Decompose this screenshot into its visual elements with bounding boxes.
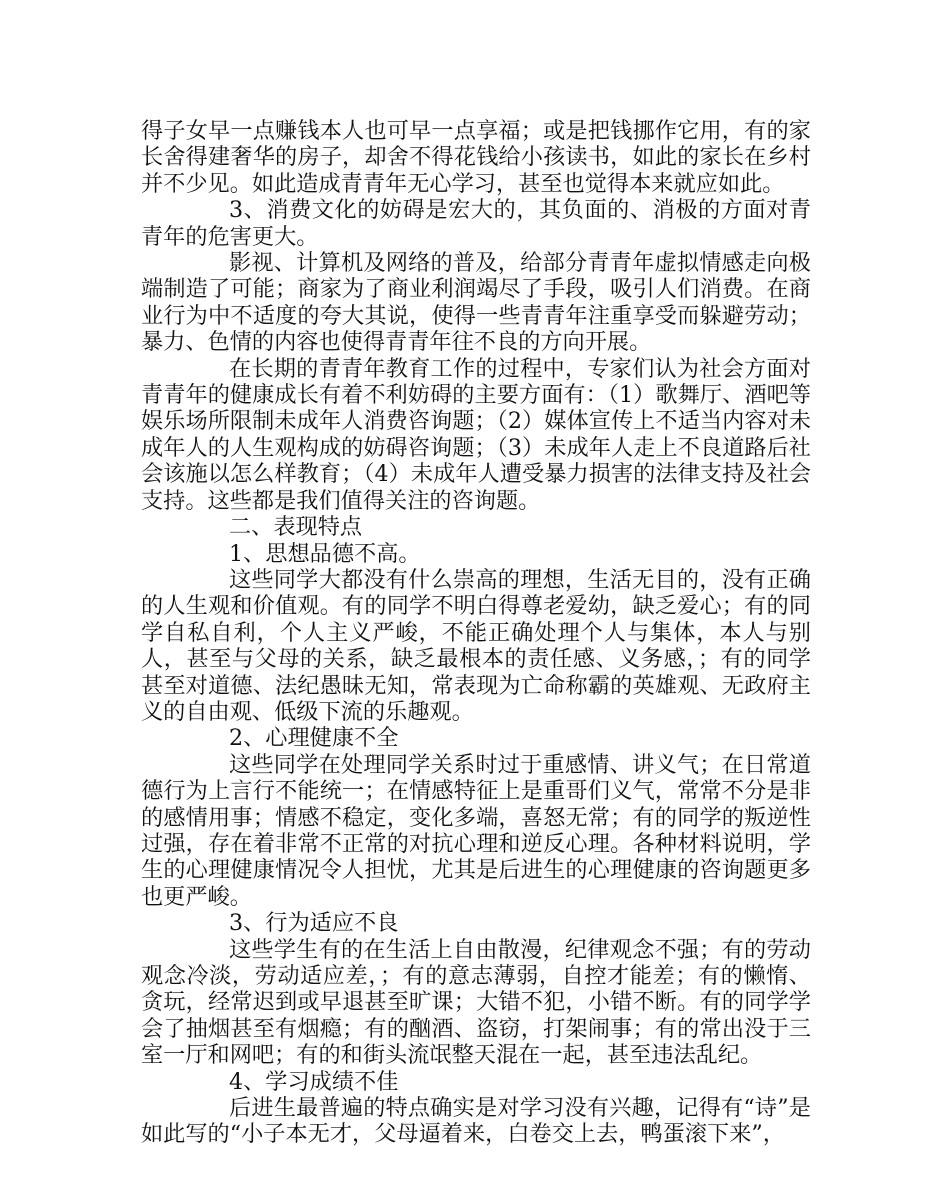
paragraph: 得子女早一点赚钱本人也可早一点享福；或是把钱挪作它用，有的家长舍得建奢华的房子，却舍不得花钱给小孩读书，如此的家长在乡村并不少见。如此造成青青年无心学习，甚至也觉得本来就应如此。 xyxy=(141,118,811,197)
paragraph: 后进生最普遍的特点确实是对学习没有兴趣，记得有“诗”是如此写的“小子本无才，父母逼着来，白卷交上去，鸭蛋滚下来”， xyxy=(141,1095,811,1148)
paragraph: 影视、计算机及网络的普及，给部分青青年虚拟情感走向极端制造了可能；商家为了商业利润竭尽了手段，吸引人们消费。在商业行为中不适度的夸大其说，使得一些青青年注重享受而躲避劳动；暴力、色情的内容也使得青青年往不良的方向开展。 xyxy=(141,250,811,356)
document-page xyxy=(141,118,811,1148)
subsection-heading: 4、学习成绩不佳 xyxy=(229,1068,399,1095)
paragraph: 这些学生有的在生活上自由散漫，纪律观念不强；有的劳动观念冷淡，劳动适应差，；有的意志薄弱，自控才能差；有的懒惰、贪玩，经常迟到或早退甚至旷课；大错不犯，小错不断。有的同学学会了抽烟甚至有烟瘾；有的酗酒、盗窃，打架闹事；有的常出没于三室一厅和网吧；有的和街头流氓整天混在一起，甚至违法乱纪。 xyxy=(141,936,811,1069)
section-heading: 二、表现特点 xyxy=(229,514,363,541)
subsection-heading: 2、心理健康不全 xyxy=(229,725,399,752)
subsection-heading: 1、思想品德不高。 xyxy=(229,540,421,567)
paragraph: 这些同学大都没有什么崇高的理想，生活无目的，没有正确的人生观和价值观。有的同学不明白得尊老爱幼，缺乏爱心；有的同学自私自利，个人主义严峻，不能正确处理个人与集体，本人与别人，甚至与父母的关系，缺乏最根本的责任感、义务感，；有的同学甚至对道德、法纪愚昧无知，常表现为亡命称霸的英雄观、无政府主义的自由观、低级下流的乐趣观。 xyxy=(141,566,811,725)
paragraph: 在长期的青青年教育工作的过程中，专家们认为社会方面对青青年的健康成长有着不利妨碍的主要方面有：（1）歌舞厅、酒吧等娱乐场所限制未成年人消费咨询题；（2）媒体宣传上不适当内容对未成年人的人生观构成的妨碍咨询题；（3）未成年人走上不良道路后社会该施以怎么样教育；（4）未成年人遭受暴力损害的法律支持及社会支持。这些都是我们值得关注的咨询题。 xyxy=(141,355,811,514)
section-heading: 3、消费文化的妨碍是宏大的，其负面的、消极的方面对青青年的危害更大。 xyxy=(141,197,811,250)
subsection-heading: 3、行为适应不良 xyxy=(229,910,399,937)
paragraph: 这些同学在处理同学关系时过于重感情、讲义气；在日常道德行为上言行不能统一；在情感特征上是重哥们义气，常常不分是非的感情用事；情感不稳定，变化多端，喜怒无常；有的同学的叛逆性过强，存在着非常不正常的对抗心理和逆反心理。各种材料说明，学生的心理健康情况令人担忧，尤其是后进生的心理健康的咨询题更多也更严峻。 xyxy=(141,751,811,910)
